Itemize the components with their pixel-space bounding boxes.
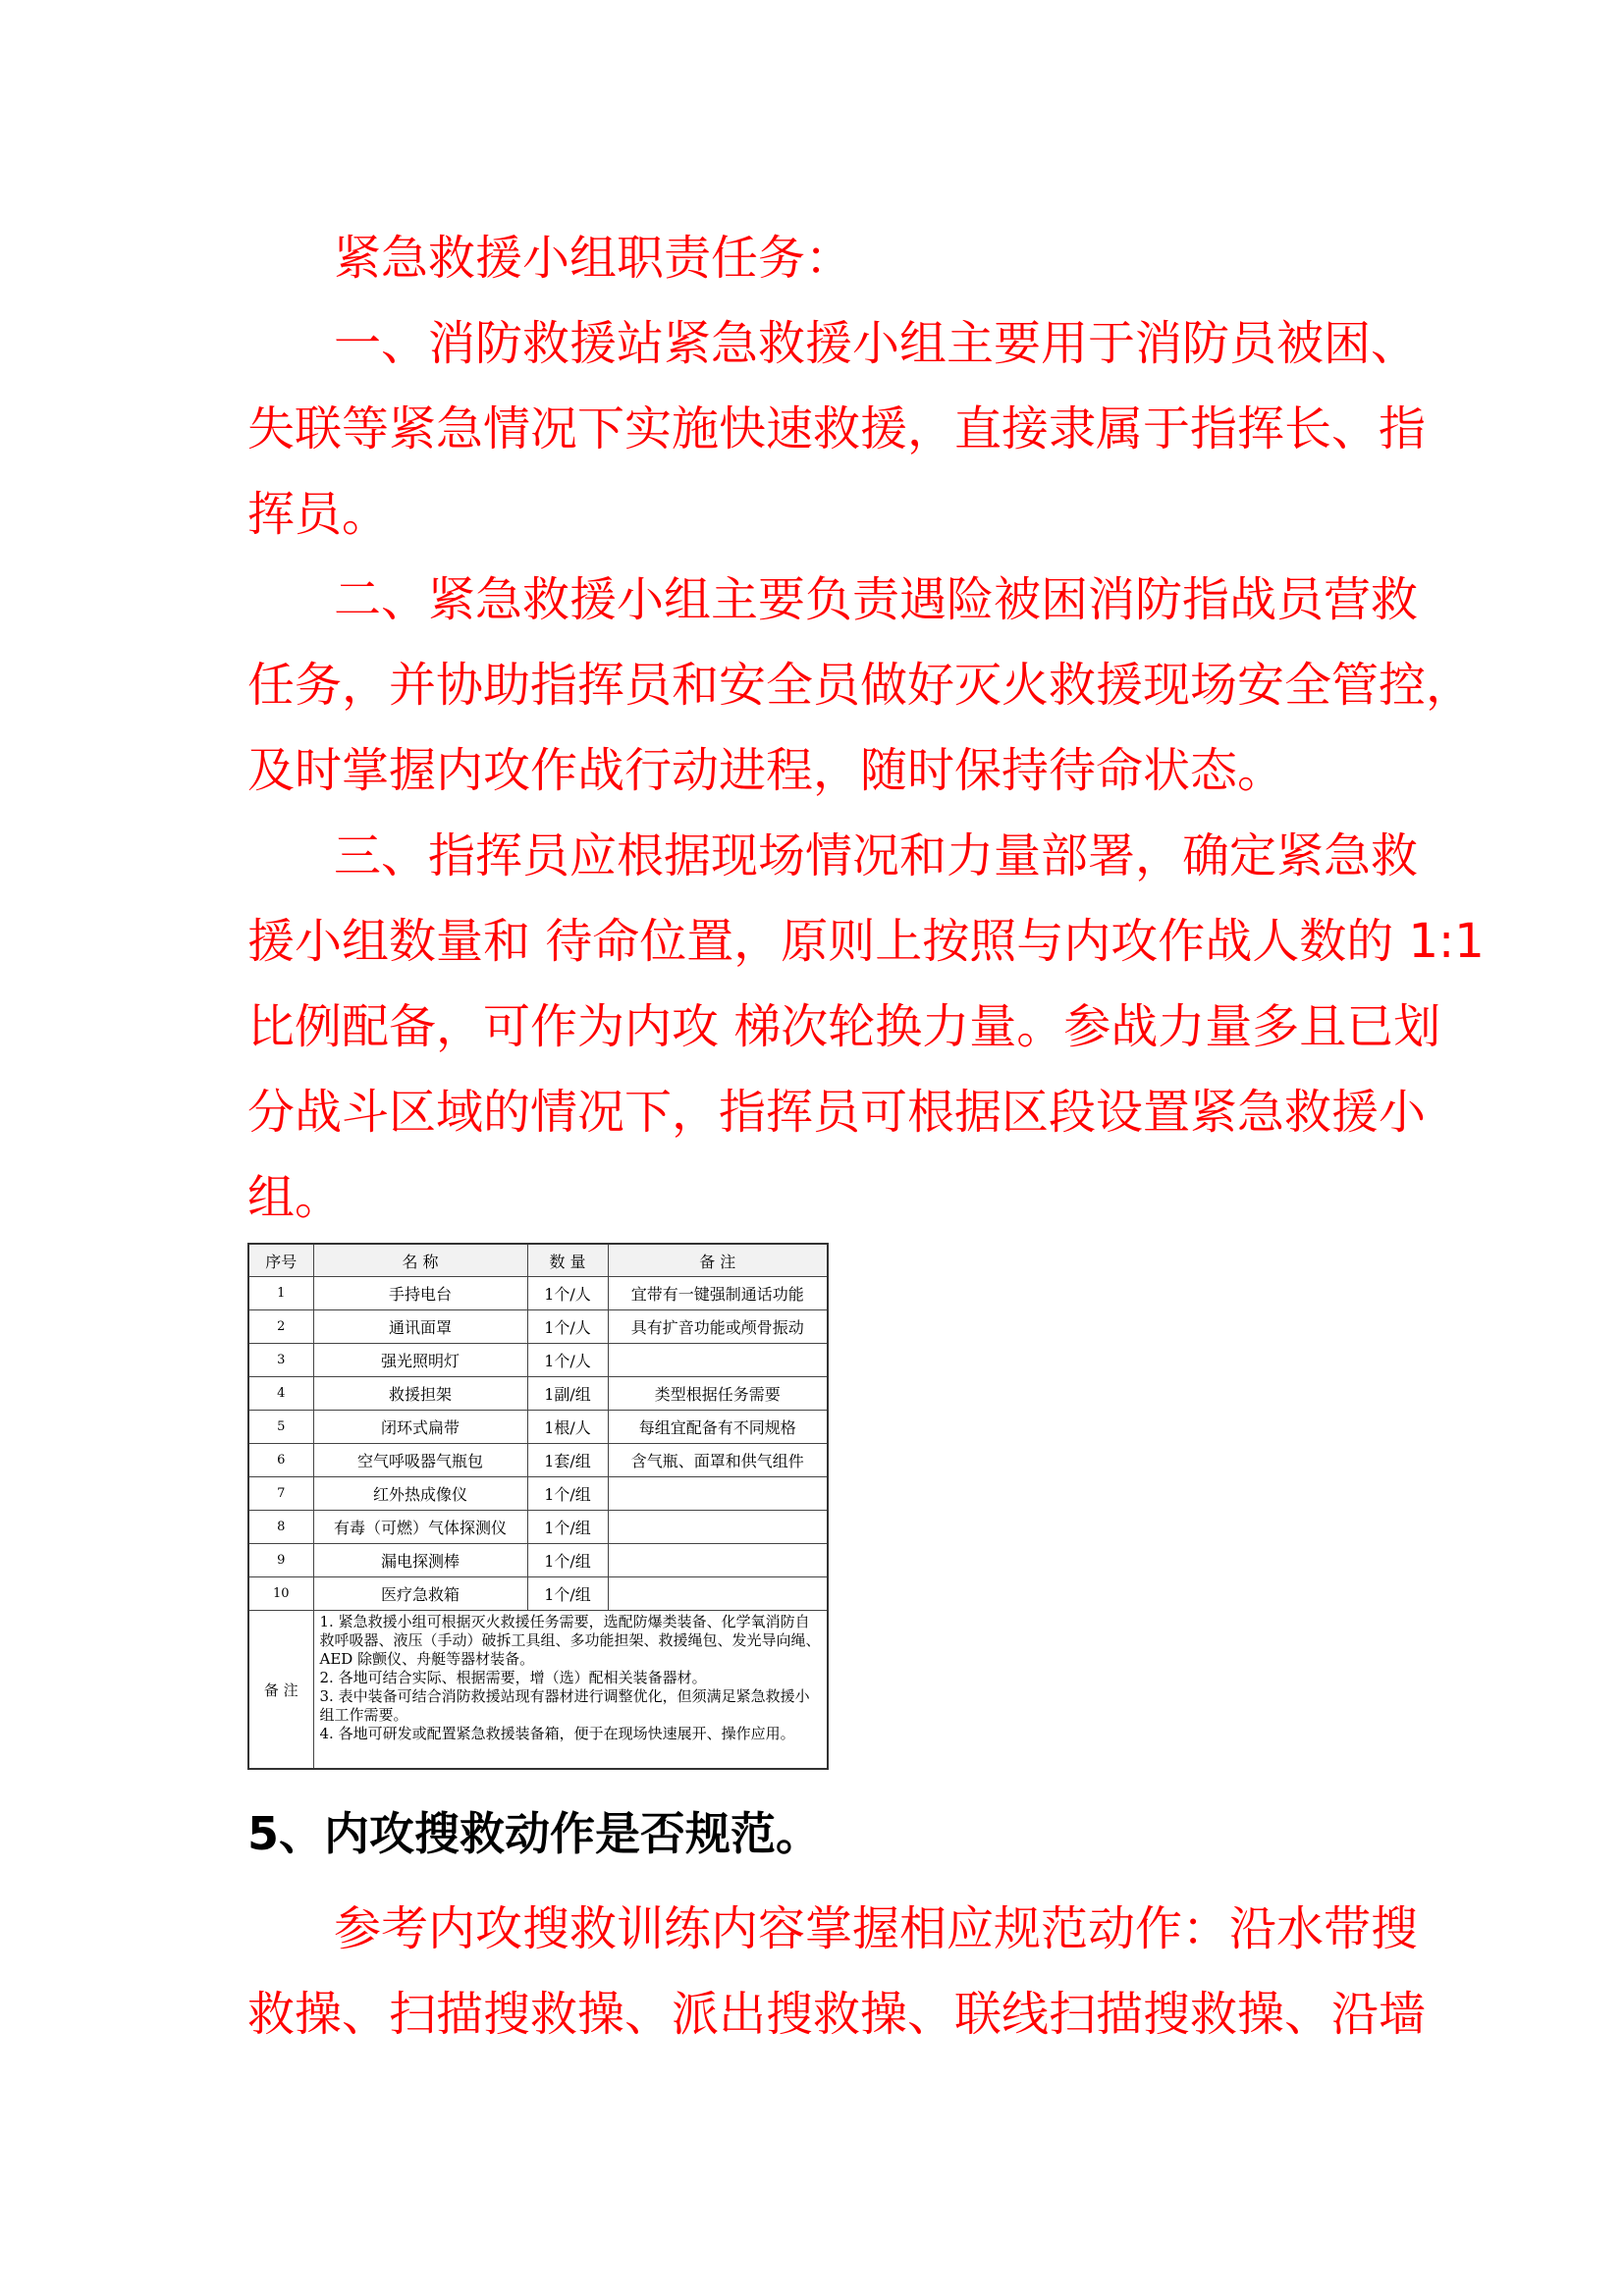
note-item: 1. 紧急救援小组可根据灭火救援任务需要，选配防爆类装备、化学氧消防自救呼吸器、液压（手动）破拆工具组、多功能担架、救援绳包、发光导向绳、AED 除颤仪、舟艇等器材装备。: [319, 1613, 821, 1668]
header-seq: 序号: [248, 1244, 313, 1277]
cell-qty: 1根/人: [527, 1411, 608, 1444]
duty-2-line-1: 二、紧急救援小组主要负责遇险被困消防指战员营救: [334, 572, 1419, 627]
cell-qty: 1个/人: [527, 1310, 608, 1344]
cell-note: 类型根据任务需要: [608, 1377, 828, 1411]
cell-name: 空气呼吸器气瓶包: [313, 1444, 527, 1477]
duty-3-line-4: 分战斗区域的情况下，指挥员可根据区段设置紧急救援小: [247, 1085, 1427, 1140]
table-row: [248, 1277, 828, 1310]
table-row: [248, 1344, 828, 1377]
duty-2-line-2: 任务，并协助指挥员和安全员做好灭火救援现场安全管控，: [247, 658, 1474, 713]
table-header-row: [248, 1244, 828, 1277]
duty-1-line-1: 一、消防救援站紧急救援小组主要用于消防员被困、: [334, 316, 1419, 371]
header-name: 名 称: [313, 1244, 527, 1277]
cell-note: 宜带有一键强制通话功能: [608, 1277, 828, 1310]
cell-note: [608, 1511, 828, 1544]
table-row: [248, 1444, 828, 1477]
cell-name: 闭环式扁带: [313, 1411, 527, 1444]
cell-seq: 4: [248, 1377, 313, 1411]
cell-note: 含气瓶、面罩和供气组件: [608, 1444, 828, 1477]
cell-name: 强光照明灯: [313, 1344, 527, 1377]
table-row: [248, 1310, 828, 1344]
duty-3-line-3: 比例配备，可作为内攻 梯次轮换力量。参战力量多且已划: [247, 999, 1441, 1054]
table-row: [248, 1377, 828, 1411]
duty-3-line-5: 组。: [247, 1170, 343, 1225]
table-row: [248, 1511, 828, 1544]
cell-qty: 1套/组: [527, 1444, 608, 1477]
duty-3-line-1: 三、指挥员应根据现场情况和力量部署，确定紧急救: [334, 828, 1419, 883]
cell-seq: 5: [248, 1411, 313, 1444]
duties-title: 紧急救援小组职责任务：: [334, 231, 853, 286]
section-5-line-1: 参考内攻搜救训练内容掌握相应规范动作：沿水带搜: [334, 1901, 1419, 1956]
cell-qty: 1个/人: [527, 1344, 608, 1377]
cell-name: 有毒（可燃）气体探测仪: [313, 1511, 527, 1544]
cell-seq: 8: [248, 1511, 313, 1544]
header-qty: 数 量: [527, 1244, 608, 1277]
cell-name: 手持电台: [313, 1277, 527, 1310]
cell-qty: 1个/人: [527, 1277, 608, 1310]
cell-seq: 1: [248, 1277, 313, 1310]
note-item: 3. 表中装备可结合消防救援站现有器材进行调整优化，但须满足紧急救援小组工作需要。: [319, 1687, 810, 1724]
section-5-heading: 5、内攻搜救动作是否规范。: [247, 1807, 822, 1860]
table-row: [248, 1577, 828, 1611]
cell-seq: 6: [248, 1444, 313, 1477]
cell-note: 每组宜配备有不同规格: [608, 1411, 828, 1444]
cell-name: 医疗急救箱: [313, 1577, 527, 1611]
duty-1-line-3: 挥员。: [247, 487, 390, 542]
cell-note: [608, 1544, 828, 1577]
cell-qty: 1个/组: [527, 1477, 608, 1511]
cell-qty: 1个/组: [527, 1544, 608, 1577]
equipment-table: [247, 1243, 829, 1770]
table-notes-row: [248, 1611, 828, 1770]
section-5-line-2: 救操、扫描搜救操、派出搜救操、联线扫描搜救操、沿墙: [247, 1987, 1427, 2042]
duty-3-line-2: 援小组数量和 待命位置，原则上按照与内攻作战人数的 1:1: [247, 914, 1485, 969]
note-item: 4. 各地可研发或配置紧急救援装备箱，便于在现场快速展开、操作应用。: [319, 1725, 795, 1742]
cell-note: [608, 1577, 828, 1611]
cell-seq: 3: [248, 1344, 313, 1377]
table-row: [248, 1544, 828, 1577]
duty-1-line-2: 失联等紧急情况下实施快速救援，直接隶属于指挥长、指: [247, 401, 1427, 456]
duty-2-line-3: 及时掌握内攻作战行动进程，随时保持待命状态。: [247, 743, 1285, 798]
cell-qty: 1副/组: [527, 1377, 608, 1411]
cell-qty: 1个/组: [527, 1511, 608, 1544]
cell-qty: 1个/组: [527, 1577, 608, 1611]
header-note: 备 注: [608, 1244, 828, 1277]
cell-note: [608, 1477, 828, 1511]
equipment-table-wrap: [247, 1243, 827, 1770]
cell-note: 具有扩音功能或颅骨振动: [608, 1310, 828, 1344]
notes-label: 备 注: [248, 1611, 313, 1770]
cell-name: 红外热成像仪: [313, 1477, 527, 1511]
table-row: [248, 1411, 828, 1444]
cell-seq: 2: [248, 1310, 313, 1344]
cell-name: 救援担架: [313, 1377, 527, 1411]
cell-seq: 9: [248, 1544, 313, 1577]
notes-cell: [313, 1611, 828, 1770]
cell-seq: 7: [248, 1477, 313, 1511]
cell-seq: 10: [248, 1577, 313, 1611]
cell-name: 通讯面罩: [313, 1310, 527, 1344]
cell-name: 漏电探测棒: [313, 1544, 527, 1577]
cell-note: [608, 1344, 828, 1377]
note-item: 2. 各地可结合实际、根据需要，增（选）配相关装备器材。: [319, 1669, 707, 1686]
table-row: [248, 1477, 828, 1511]
